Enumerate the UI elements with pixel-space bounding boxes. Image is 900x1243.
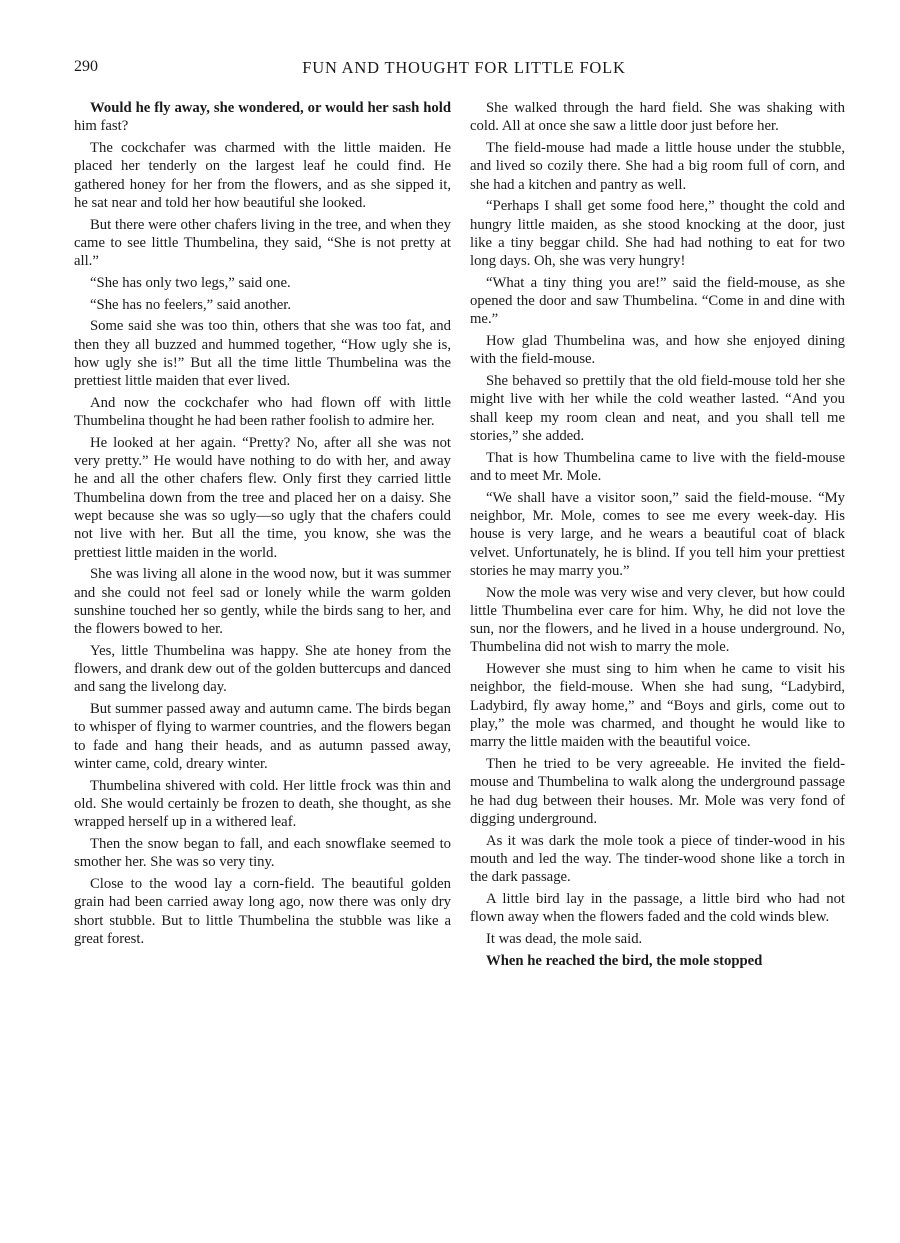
paragraph: As it was dark the mole took a piece of tinder-wood in his mouth and led the way. The tinder-wood shone like a torch in the dark passage. xyxy=(470,832,845,886)
paragraph: And now the cockchafer who had flown off with little Thumbelina thought he had been rather foolish to admire her. xyxy=(74,394,451,430)
paragraph: She behaved so prettily that the old field-mouse told her she might live with her while the cold weather lasted. “And you shall keep my room clean and neat, and you shall tell me stories,” she added. xyxy=(470,373,845,444)
paragraph: Would he fly away, she wondered, or would her sash hold him fast? xyxy=(74,100,451,135)
paragraph: Close to the wood lay a corn-field. The beautiful golden grain had been carried away long ago, now there was only dry short stubble. But to little Thumbelina the stubble was like a great forest. xyxy=(74,875,451,947)
paragraph: “We shall have a visitor soon,” said the field-mouse. “My neighbor, Mr. Mole, comes to see me every week-day. His house is very large, and he wears a beautiful coat of black velvet. Unfortunately, he is blind. If you tell him your prettiest stories he may marry you.” xyxy=(470,489,845,579)
paragraph: “She has no feelers,” said another. xyxy=(90,296,292,313)
paragraph: “Perhaps I shall get some food here,” thought the cold and hungry little maiden, as she stood knocking at the door, just like a tiny beggar child. She had had nothing to eat for two long days. Oh, she was very hungry! xyxy=(470,198,845,270)
paragraph: The cockchafer was charmed with the little maiden. He placed her tenderly on the largest leaf he could find. He gathered honey for her from the flowers, and as she sipped it, he sat near and told her how beautiful she looked. xyxy=(74,139,451,211)
paragraph: However she must sing to him when he came to visit his neighbor, the field-mouse. When she had sung, “Ladybird, Ladybird, fly away home,” and “Boys and girls, come out to play,” the mole was charmed, and thought he would like to marry the little maiden with the beautiful voice. xyxy=(470,661,845,751)
left-column xyxy=(74,99,451,952)
paragraph: Thumbelina shivered with cold. Her little frock was thin and old. She would certainly be frozen to death, she thought, as she wrapped herself up in a withered leaf. xyxy=(74,777,451,831)
running-title: FUN AND THOUGHT FOR LITTLE FOLK xyxy=(302,58,626,77)
paragraph: The field-mouse had made a little house under the stubble, and lived so cozily there. She had a big room full of corn, and she had a kitchen and pantry as well. xyxy=(470,139,845,193)
paragraph: When he reached the bird, the mole stopped xyxy=(486,952,763,969)
paragraph: How glad Thumbelina was, and how she enjoyed dining with the field-mouse. xyxy=(470,333,845,368)
paragraph: But there were other chafers living in the tree, and when they came to see little Thumbelina, they said, “She is not pretty at all.” xyxy=(74,216,451,270)
paragraph: Yes, little Thumbelina was happy. She ate honey from the flowers, and drank dew out of the golden buttercups and danced and sang the livelong day. xyxy=(74,642,451,696)
page-number: 290 xyxy=(74,58,98,75)
paragraph: She walked through the hard field. She was shaking with cold. All at once she saw a little door just before her. xyxy=(470,100,845,135)
paragraph: It was dead, the mole said. xyxy=(486,930,643,947)
paragraph: A little bird lay in the passage, a little bird who had not flown away when the flowers faded and the cold winds blew. xyxy=(470,890,845,926)
right-column xyxy=(470,99,845,973)
paragraph: She was living all alone in the wood now, but it was summer and she could not feel sad or lonely while the warm golden sunshine touched her so gently, while the birds sang to her, and the flowers bowed to her. xyxy=(74,566,451,638)
paragraph: “What a tiny thing you are!” said the field-mouse, as she opened the door and saw Thumbelina. “Come in and dine with me.” xyxy=(470,274,845,328)
page-header xyxy=(74,58,854,82)
paragraph: Some said she was too thin, others that she was too fat, and then they all buzzed and hummed together, “How ugly she is, how ugly she is!” But all the time little Thumbelina was the prettiest little maiden that ever lived. xyxy=(74,318,451,390)
paragraph: That is how Thumbelina came to live with the field-mouse and to meet Mr. Mole. xyxy=(470,449,845,484)
paragraph: Then he tried to be very agreeable. He invited the field-mouse and Thumbelina to walk along the underground passage he had dug between their houses. Mr. Mole was very fond of digging underground. xyxy=(470,756,845,827)
paragraph: “She has only two legs,” said one. xyxy=(90,274,291,291)
paragraph: Now the mole was very wise and very clever, but how could little Thumbelina ever care for him. Why, he did not love the sun, nor the flowers, and he lived in a house underground. No, Thumbelina did not wish to marry the mole. xyxy=(470,584,845,656)
paragraph: Then the snow began to fall, and each snowflake seemed to smother her. She was so very tiny. xyxy=(74,835,451,871)
paragraph: But summer passed away and autumn came. The birds began to whisper of flying to warmer countries, and the flowers began to fade and hang their heads, and as autumn passed away, winter came, cold, dreary winter. xyxy=(74,701,451,772)
paragraph: He looked at her again. “Pretty? No, after all she was not very pretty.” He would have nothing to do with her, and away he and all the other chafers flew. Only first they carried little Thumbelina down from the tree and placed her on a daisy. She wept because she was so ugly—so ugly that the chafers could not live with her. But all the time, you know, she was the prettiest little maiden in the world. xyxy=(74,434,451,561)
